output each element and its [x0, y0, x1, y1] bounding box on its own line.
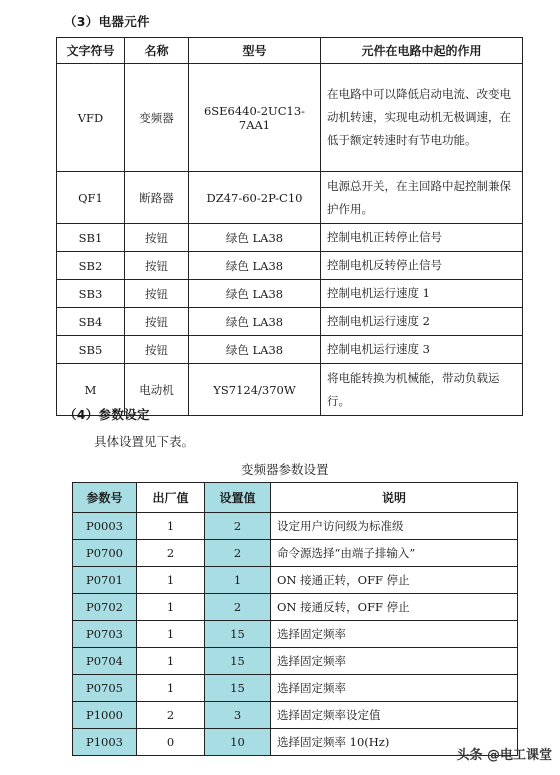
cell-function: 控制电机正转停止信号 [321, 224, 523, 252]
cell-model: 绿色 LA38 [189, 336, 321, 364]
cell-param: P0705 [73, 675, 137, 702]
cell-symbol: SB1 [57, 224, 125, 252]
cell-desc: ON 接通反转，OFF 停止 [271, 594, 518, 621]
cell-symbol: VFD [57, 64, 125, 172]
cell-factory: 1 [137, 675, 205, 702]
cell-function: 控制电机运行速度 2 [321, 308, 523, 336]
components-header-row [57, 38, 523, 64]
cell-setting: 3 [205, 702, 271, 729]
cell-name: 电动机 [125, 364, 189, 416]
header-symbol: 文字符号 [57, 38, 125, 64]
header-setting: 设置值 [205, 483, 271, 513]
cell-name: 断路器 [125, 172, 189, 224]
cell-name: 按钮 [125, 308, 189, 336]
cell-model: 绿色 LA38 [189, 308, 321, 336]
components-body [57, 64, 523, 416]
cell-name: 按钮 [125, 224, 189, 252]
cell-setting: 15 [205, 621, 271, 648]
cell-factory: 0 [137, 729, 205, 756]
cell-setting: 15 [205, 675, 271, 702]
cell-model: 绿色 LA38 [189, 280, 321, 308]
cell-setting: 2 [205, 594, 271, 621]
cell-desc: 选择固定频率 [271, 675, 518, 702]
cell-factory: 1 [137, 648, 205, 675]
cell-desc: 设定用户访问级为标准级 [271, 513, 518, 540]
table-row [73, 675, 518, 702]
watermark-text: 头条 @电工课堂 [456, 748, 552, 763]
table-row [57, 172, 523, 224]
section-4-heading: （4）参数设定 [64, 407, 150, 422]
params-intro: 具体设置见下表。 [94, 434, 195, 449]
params-caption: 变频器参数设置 [241, 462, 329, 477]
cell-name: 按钮 [125, 280, 189, 308]
cell-function: 在电路中可以降低启动电流、改变电动机转速，实现电动机无极调速，在低于额定转速时有节电功能。 [321, 64, 523, 172]
cell-name: 变频器 [125, 64, 189, 172]
table-row [57, 280, 523, 308]
cell-model: YS7124/370W [189, 364, 321, 416]
cell-param: P1003 [73, 729, 137, 756]
cell-factory: 1 [137, 567, 205, 594]
table-row [57, 224, 523, 252]
cell-param: P0702 [73, 594, 137, 621]
params-header-row [73, 483, 518, 513]
table-row [73, 513, 518, 540]
table-row [57, 336, 523, 364]
cell-desc: 命令源选择“由端子排输入” [271, 540, 518, 567]
cell-symbol: SB2 [57, 252, 125, 280]
cell-setting: 2 [205, 540, 271, 567]
cell-symbol: SB4 [57, 308, 125, 336]
table-row [73, 702, 518, 729]
table-row [57, 64, 523, 172]
cell-setting: 10 [205, 729, 271, 756]
header-name: 名称 [125, 38, 189, 64]
cell-setting: 15 [205, 648, 271, 675]
header-factory: 出厂值 [137, 483, 205, 513]
cell-symbol: SB3 [57, 280, 125, 308]
watermark [456, 744, 552, 763]
cell-param: P0701 [73, 567, 137, 594]
cell-factory: 2 [137, 702, 205, 729]
cell-param: P1000 [73, 702, 137, 729]
components-table [56, 37, 523, 416]
cell-model: 绿色 LA38 [189, 252, 321, 280]
table-row [73, 729, 518, 756]
cell-symbol: M [57, 364, 125, 416]
cell-factory: 1 [137, 513, 205, 540]
cell-param: P0003 [73, 513, 137, 540]
cell-model: 6SE6440-2UC13-7AA1 [189, 64, 321, 172]
table-row [73, 540, 518, 567]
cell-desc: ON 接通正转，OFF 停止 [271, 567, 518, 594]
table-row [73, 621, 518, 648]
cell-setting: 1 [205, 567, 271, 594]
cell-param: P0703 [73, 621, 137, 648]
section-3-heading: （3）电器元件 [64, 14, 150, 29]
cell-desc: 选择固定频率设定值 [271, 702, 518, 729]
cell-symbol: QF1 [57, 172, 125, 224]
header-function: 元件在电路中起的作用 [321, 38, 523, 64]
cell-desc: 选择固定频率 10(Hz) [271, 729, 518, 756]
cell-desc: 选择固定频率 [271, 648, 518, 675]
cell-desc: 选择固定频率 [271, 621, 518, 648]
header-param: 参数号 [73, 483, 137, 513]
cell-param: P0704 [73, 648, 137, 675]
cell-name: 按钮 [125, 252, 189, 280]
cell-model: 绿色 LA38 [189, 224, 321, 252]
header-model: 型号 [189, 38, 321, 64]
cell-function: 控制电机反转停止信号 [321, 252, 523, 280]
cell-param: P0700 [73, 540, 137, 567]
cell-setting: 2 [205, 513, 271, 540]
table-row [57, 252, 523, 280]
cell-factory: 1 [137, 621, 205, 648]
cell-function: 控制电机运行速度 3 [321, 336, 523, 364]
table-row [73, 594, 518, 621]
cell-function: 控制电机运行速度 1 [321, 280, 523, 308]
cell-factory: 2 [137, 540, 205, 567]
table-row [73, 567, 518, 594]
cell-symbol: SB5 [57, 336, 125, 364]
header-desc: 说明 [271, 483, 518, 513]
cell-function: 电源总开关，在主回路中起控制兼保护作用。 [321, 172, 523, 224]
cell-function: 将电能转换为机械能，带动负载运行。 [321, 364, 523, 416]
params-body [73, 513, 518, 756]
cell-factory: 1 [137, 594, 205, 621]
table-row [73, 648, 518, 675]
params-table [72, 482, 518, 756]
cell-model: DZ47-60-2P-C10 [189, 172, 321, 224]
table-row [57, 308, 523, 336]
cell-name: 按钮 [125, 336, 189, 364]
